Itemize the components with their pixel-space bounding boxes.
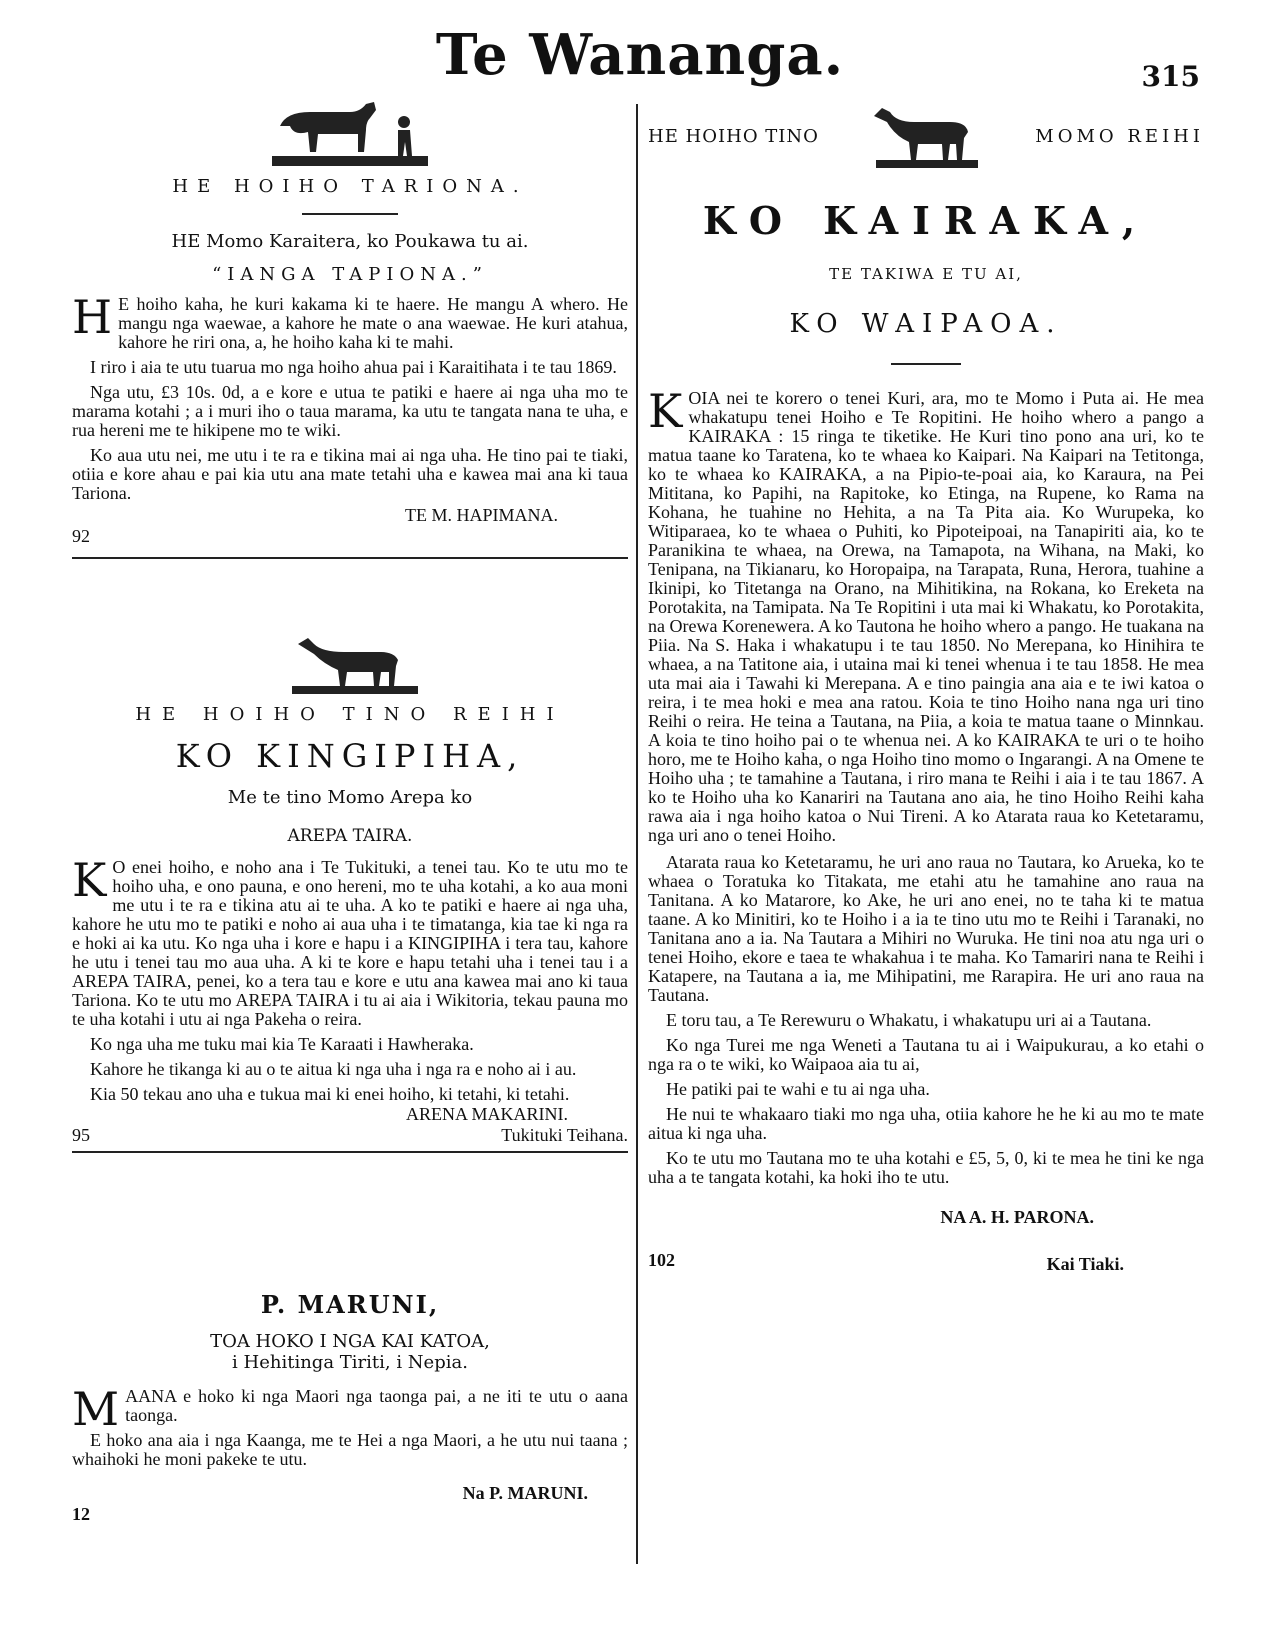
place-name: Tukituki Teihana. — [501, 1125, 628, 1145]
ad-number: 95 — [72, 1125, 90, 1145]
paragraph: Kia 50 tekau ano uha e tukua mai ki enei hoiho, ki tetahi, ki tetahi. — [90, 1084, 570, 1104]
drop-cap: M — [72, 1382, 120, 1436]
masthead: Te Wananga. — [435, 22, 845, 88]
signature: NA A. H. PARONA. — [940, 1207, 1094, 1227]
paragraph — [72, 853, 628, 1029]
paragraph: Nga utu, £3 10s. 0d, a e kore e utua te patiki e haere ai nga uha mo te marama kotahi ; a i muri iho o taua marama, ka utu te tangata nana te uha, e rua hereni me te hikipene mo te wiki. — [72, 382, 628, 440]
paragraph: He patiki pai te wahi e tu ai nga uha. — [666, 1079, 930, 1099]
signature: Na P. MARUNI. — [462, 1483, 588, 1503]
column-divider — [636, 104, 638, 1564]
paragraph: Kahore he tikanga ki au o te aitua ki nga uha i nga ra e noho ai i au. — [90, 1059, 577, 1079]
ad-heading-right: MOMO REIHI — [1035, 126, 1204, 147]
paragraph-text: AANA e hoko ki nga Maori nga taonga pai, a ne iti te utu o aana taonga. — [125, 1386, 628, 1425]
paragraph: Ko aua utu nei, me utu i te ra e tikina mai ai nga uha. He tino pai te tiaki, otiia e kore ahau e pai kia utu ana mate tetahi uha e kawea mai ana ki taua Tariona. — [72, 445, 628, 503]
ad-number: 12 — [72, 1504, 90, 1524]
paragraph: E toru tau, a Te Rerewuru o Whakatu, i whakatupu uri ai a Tautana. — [666, 1010, 1152, 1030]
ad-kairaka — [648, 104, 1204, 1276]
signature: TE M. HAPIMANA. — [405, 505, 558, 525]
ad-hoiho-tariona — [72, 100, 628, 559]
horse-and-groom-icon — [270, 100, 430, 168]
horse-icon — [290, 634, 420, 696]
paragraph: I riro i aia te utu tuarua mo nga hoiho ahua pai i Karaitihata i te tau 1869. — [90, 357, 617, 377]
ad-subheading: TE TAKIWA E TU AI, — [829, 265, 1023, 283]
ad-heading: HE HOIHO TINO REIHI — [135, 704, 565, 725]
drop-cap: K — [72, 853, 107, 907]
ad-heading: HE HOIHO TARIONA. — [172, 176, 528, 197]
paragraph: Ko nga Turei me nga Weneti a Tautana tu ai i Waipukurau, a ko etahi o nga ra o te wiki, ko Waipaoa aia tu ai, — [648, 1035, 1204, 1074]
ad-heading-left: HE HOIHO TINO — [648, 126, 819, 147]
paragraph-text: E hoiho kaha, he kuri kakama ki te haere. He mangu A whero. He mangu nga waewae, a kahore he mate o ana waewae. He kuri atahua, kahore he riri ona, a, he hoiho kaha ki te mahi. — [118, 294, 628, 352]
shop-line: TOA HOKO I NGA KAI KATOA, — [210, 1331, 490, 1352]
section-rule — [72, 557, 628, 559]
paragraph: E hoko ana aia i nga Kaanga, me te Hei a nga Maori, a he utu nui taana ; whaihoki he moni pakeke te utu. — [72, 1430, 628, 1469]
ad-subheading: HE Momo Karaitera, ko Poukawa tu ai. — [171, 231, 529, 252]
ad-title: KO KAIRAKA, — [702, 198, 1150, 243]
ad-kingipiha — [72, 634, 628, 1153]
paragraph: Ko nga uha me tuku mai kia Te Karaati i Hawheraka. — [90, 1034, 474, 1054]
paragraph: Ko te utu mo Tautana mo te uha kotahi e £5, 5, 0, ki te mea he tini ke nga uha a te tangata kotahi, ka hoki iho te utu. — [648, 1148, 1204, 1187]
paragraph — [72, 1382, 628, 1436]
ad-number: 102 — [648, 1250, 675, 1270]
ad-place: KO WAIPAOA. — [789, 309, 1063, 339]
paragraph-text: O enei hoiho, e noho ana i Te Tukituki, a tenei tau. Ko te utu mo te hoiho uha, e ono pauna, e ono hereni, mo te uha kotahi, a ko aua moni me utu i te ra e tikina atu ai te uha. A ko te patiki e haere ai nga uha, kahore he utu mo te patiki e noho ai aua uha i te timatanga, kia tae ki nga ra e hoki ai ka utu. Ko nga uha i kore e hapu i a KINGIPIHA i tera tau, kahore he utu i tenei tau mo aua uha. A ki te kore e hapu tetahi uha i tenei tau i a AREPA TAIRA, penei, ko a tera tau e kore e utu ana kawea mai ano ki taua Tariona. Ko te utu mo AREPA TAIRA i tu ai aia i Wikitoria, tekau pauna mo te uha kotahi i utu ai nga Pakeha o reira. — [72, 857, 628, 1029]
ad-title: P. MARUNI, — [260, 1290, 440, 1319]
drop-cap: H — [72, 290, 113, 344]
page-number: 315 — [1141, 60, 1200, 93]
paragraph: He nui te whakaaro tiaki mo nga uha, otiia kahore he he ki au mo te mate aitua ki nga uha. — [648, 1104, 1204, 1143]
paragraph — [72, 290, 628, 352]
drop-cap: K — [648, 384, 683, 438]
section-rule — [72, 1151, 628, 1153]
shop-address: i Hehitinga Tiriti, i Nepia. — [232, 1352, 468, 1373]
divider — [891, 363, 961, 365]
paragraph-text: OIA nei te korero o tenei Kuri, ara, mo te Momo i Puta ai. He mea whakatupu tenei Hoiho e Te Ropitini. He hoiho whero a pango a KAIRAKA : 15 ringa te tiketike. He Kuri tino pono ana uri, ko te matua taane ko Taratena, ko te whaea ko Kaipari. Na Kaipari na Tetitonga, ko te whaea ko KAIRAKA, a na Pipio-te-poai aia, ko Karaura, na Pei Mititana, ko Papihi, na Rapitoke, ko Etinga, na Rupene, ko Rama na Kohana, he tuahine no Hehita, a na Ta Pita aia. Ko Wurupeka, ko Witiparaea, ko te whaea o Puhiti, ko Pipoteipoai, na Tanapiriti aia, ko te Paranikina te whaea, na Orewa, na Tamapota, na Wihana, na Maki, ko Tenipana, na Tikianaru, ko Horopaipa, na Tarapata, Runa, Herora, tuahine a Ikinipi, ko Titetanga na Orano, na Mihitikina, na Rokana, ko Ereketa na Porotakita, na Tamipata. Na Te Ropitini i uta mai ki Whakatu, ko Porotakita, na Orewa Korenewera. A ko Tautona he hoiho whero a pango. He tuakana na Piia. Na S. Haka i whakatupu i te tau 1850. No Merepana, ko Hinihira te whaea, a na Tatitone aia, i utaina mai ki tenei whenua i te tau 1858. He mea uta mai aia i Tawahi ki Merepana. A e tino paingia ana aia e te iwi katoa o reira, i te mea hoki e mea ana ratou. Koia te tino Hoiho nana nga uri tino Reihi o reira. He teina a Tautana, na Piia, a koia te matua taane o Minnkau. A koia te tino hoiho pai o te whenua nei. A ko KAIRAKA te uri o te hoiho horo, me te Hoiho kaha, o nga Hoiho tino momo o Ingarangi. A na Omene te Hoiho uha ; te tamahine a Tautana, i riro mana te Reihi i aia i te tau 1867. A ko te Hoiho uha ko Kanariri na Tautana ano aia, he tino Hoiho Reihi kaha rawa aia i nga hoiho katoa o Nui Tireni. A ko Atarata raua ko Ketetaramu, nga uri ano o tenei Hoiho. — [648, 388, 1204, 845]
ad-subheading: Me te tino Momo Arepa ko — [227, 787, 473, 808]
signature: ARENA MAKARINI. — [406, 1104, 568, 1124]
ad-number: 92 — [72, 526, 90, 546]
ad-p-maruni — [72, 1290, 628, 1525]
paragraph — [648, 384, 1204, 845]
divider — [302, 213, 398, 215]
horse-name: “IANGA TAPIONA.” — [212, 264, 488, 285]
footer-title: Kai Tiaki. — [1046, 1254, 1124, 1274]
ad-title: KO KINGIPIHA, — [175, 737, 525, 775]
horse-icon — [872, 104, 982, 170]
horse-name: AREPA TAIRA. — [287, 826, 413, 846]
paragraph: Atarata raua ko Ketetaramu, he uri ano raua no Tautara, ko Arueka, ko te whaea o Toratuka ko Titakata, me etahi atu he tamahine ano raua na Tanitana. A ko Matarore, ko Ake, he uri ano enei, no te taha ki te matua taane. A ko Minitiri, ko te Hoiho i a ia te tino utu mo te Reihi i Taranaki, no Tanitana ano a ia. Na Tautara a Mihiri no Wuruka. He tini noa atu nga uri o tenei Hoiho, ekore e taea te whakahua i te maha. Ko Tamariri nana te Reihi i Katapere, na Tautana a ia, me Mihipatini, me Rarapira. He uri ano raua na Tautana. — [648, 852, 1204, 1005]
